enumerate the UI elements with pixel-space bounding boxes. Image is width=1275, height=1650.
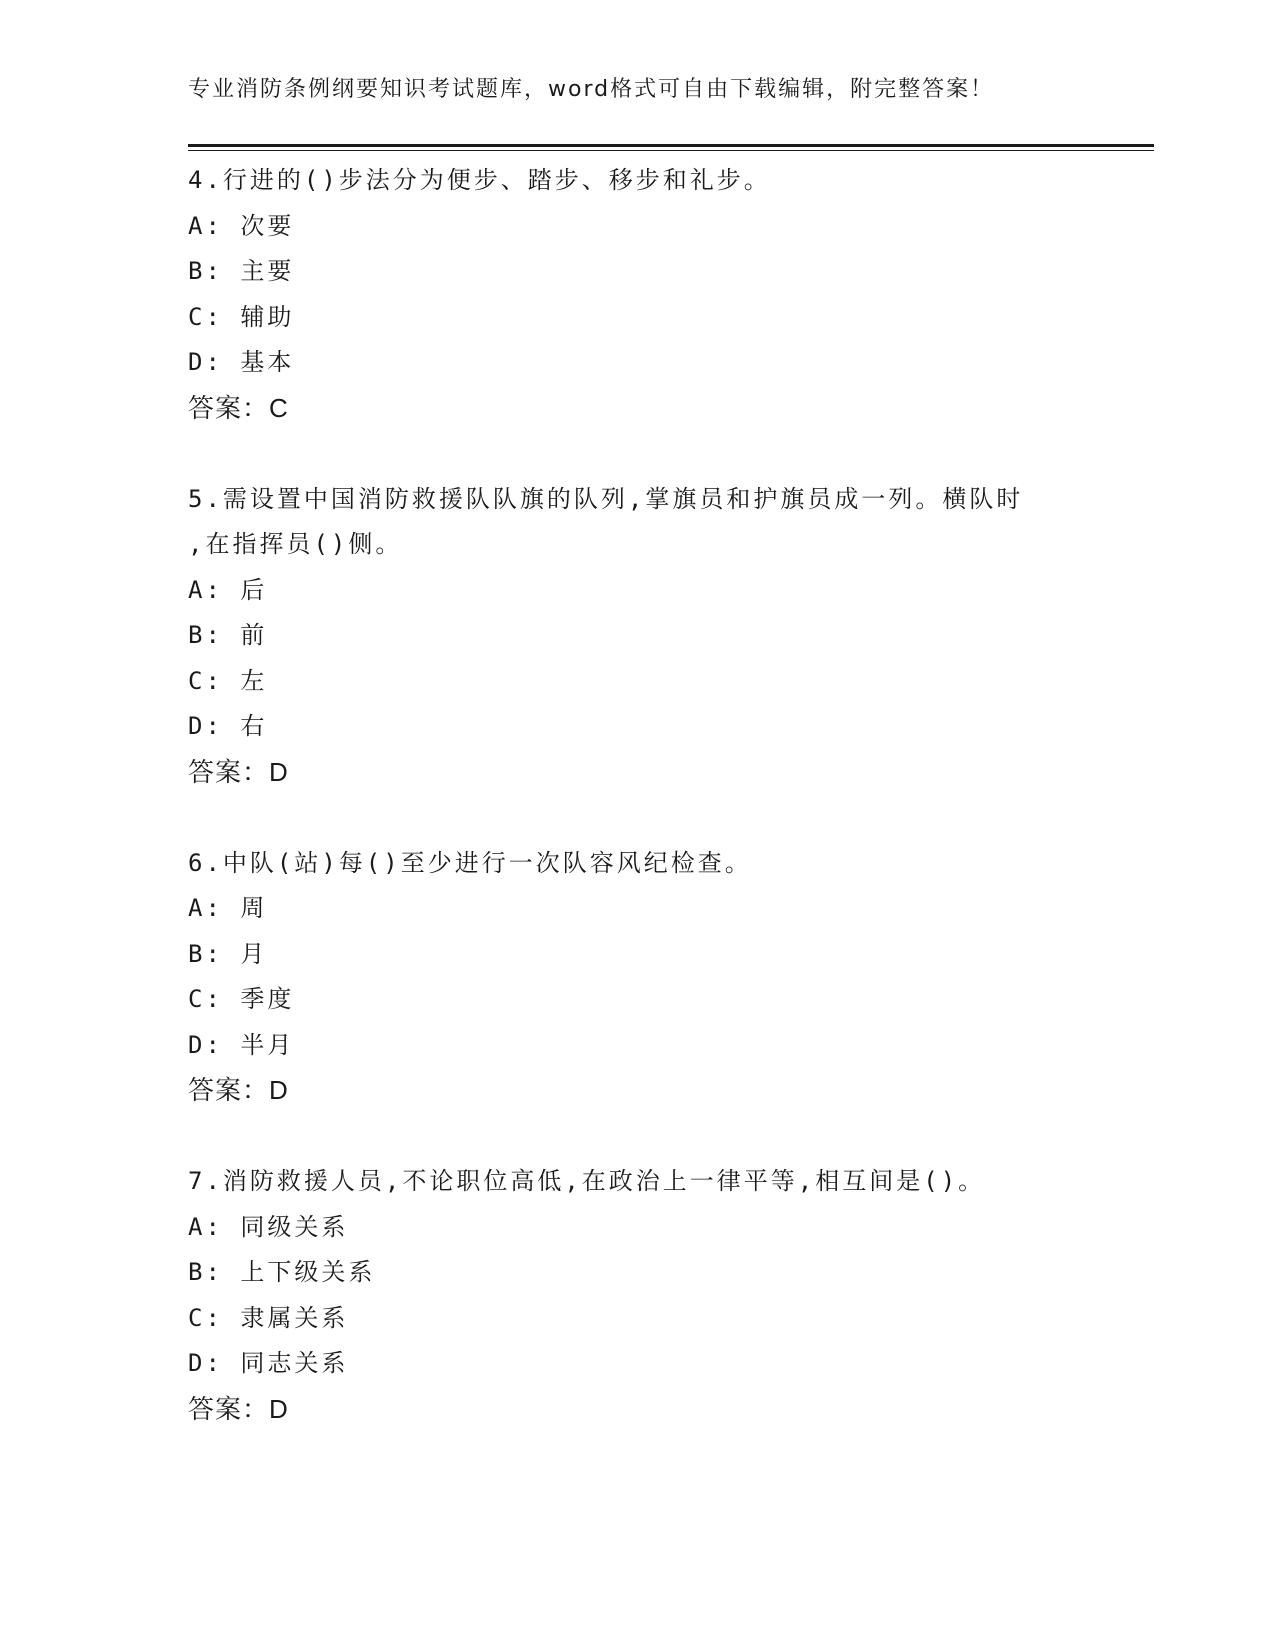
- spacer: [188, 1114, 1088, 1160]
- spacer: [188, 795, 1088, 841]
- option-d: D: 基本: [188, 348, 295, 376]
- question-5: [188, 477, 1088, 796]
- option-a: A: 次要: [188, 211, 295, 240]
- question-stem: 5.需设置中国消防救援队队旗的队列,掌旗员和护旗员成一列。横队时: [188, 484, 1024, 513]
- answer-label: 答案：C: [188, 392, 289, 423]
- answer-label: 答案：D: [188, 1075, 289, 1105]
- option-b: B: 主要: [188, 257, 295, 285]
- option-a: A: 后: [188, 575, 268, 604]
- option-c: C: 季度: [188, 985, 295, 1013]
- option-c: C: 左: [188, 666, 268, 695]
- page-header-title: 专业消防条例纲要知识考试题库，word格式可自由下载编辑，附完整答案！: [188, 77, 995, 102]
- option-d: D: 同志关系: [188, 1349, 349, 1377]
- option-b: B: 前: [188, 621, 268, 649]
- header-divider-thin: [188, 150, 1154, 151]
- option-a: A: 周: [188, 894, 268, 922]
- question-stem: 4.行进的()步法分为便步、踏步、移步和礼步。: [188, 166, 771, 194]
- question-stem: 6.中队(站)每()至少进行一次队容风纪检查。: [188, 848, 752, 877]
- answer-label: 答案：D: [188, 756, 289, 787]
- question-6: [188, 841, 1088, 1114]
- option-a: A: 同级关系: [188, 1212, 349, 1241]
- question-7: [188, 1159, 1088, 1432]
- option-b: B: 上下级关系: [188, 1258, 376, 1286]
- question-4: [188, 158, 1088, 431]
- question-stem: 7.消防救援人员,不论职位高低,在政治上一律平等,相互间是()。: [188, 1167, 986, 1195]
- option-b: B: 月: [188, 939, 268, 968]
- option-c: C: 辅助: [188, 302, 295, 331]
- spacer: [188, 431, 1088, 477]
- option-d: D: 右: [188, 712, 268, 740]
- header-divider-thick: [188, 144, 1154, 147]
- option-d: D: 半月: [188, 1030, 295, 1059]
- answer-label: 答案：D: [188, 1393, 289, 1424]
- question-stem-continuation: ,在指挥员()侧。: [188, 530, 403, 558]
- question-list: [188, 158, 1088, 1432]
- option-c: C: 隶属关系: [188, 1303, 349, 1332]
